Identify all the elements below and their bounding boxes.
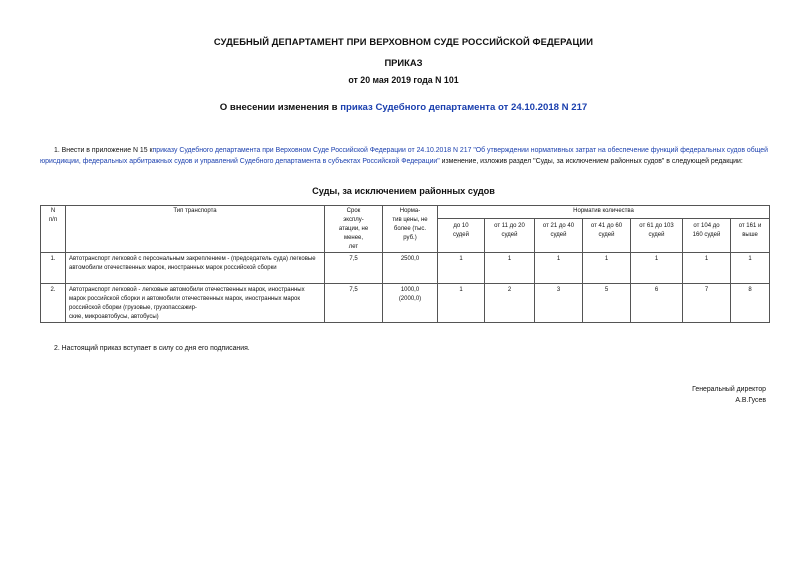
cell-qty: 8 bbox=[731, 284, 770, 323]
cell-qty: 1 bbox=[485, 253, 535, 284]
cell-qty: 1 bbox=[535, 253, 583, 284]
document-type: ПРИКАЗ bbox=[384, 57, 423, 68]
signatory-name: А.В.Гусев bbox=[735, 397, 766, 404]
paragraph-1-lead: 1. Внести в приложение N 15 к bbox=[54, 147, 153, 154]
cell-qty: 1 bbox=[438, 253, 485, 284]
header-qty-col: от 11 до 20 судей bbox=[485, 218, 535, 252]
cell-qty: 1 bbox=[731, 253, 770, 284]
order-link[interactable]: приказу Судебного департамента при Верховном Суде Российской Федерации от 24.10.2018 N 217 "Об утверждении нормативных затрат на обеспечение функций федеральных судов общей юрисдикции, федеральных арбитражных судов и управлений Судебного департамента в субъектах Российской Федерации" bbox=[40, 147, 768, 165]
cell-qty: 6 bbox=[631, 284, 683, 323]
cell-qty: 1 bbox=[583, 253, 631, 284]
cell-qty: 7 bbox=[683, 284, 731, 323]
organization-heading: СУДЕБНЫЙ ДЕПАРТАМЕНТ ПРИ ВЕРХОВНОМ СУДЕ РОССИЙСКОЙ ФЕДЕРАЦИИ bbox=[213, 36, 594, 47]
cell-n: 1. bbox=[41, 253, 66, 284]
paragraph-1-tail: изменение, изложив раздел "Суды, за исключением районных судов" в следующей редакции: bbox=[439, 158, 743, 165]
cell-qty: 1 bbox=[438, 284, 485, 323]
signatory-position: Генеральный директор bbox=[692, 386, 766, 393]
subject-link[interactable]: приказ Судебного департамента от 24.10.2018 N 217 bbox=[340, 102, 588, 113]
table-row bbox=[41, 284, 770, 323]
table-header-row bbox=[41, 206, 770, 219]
header-quantity-norm: Норматив количества bbox=[438, 206, 770, 219]
cell-transport-type: Автотранспорт легковой - легковые автомобили отечественных марок, иностранных марок российской сборки и автомобили отечественных марок, иностранных марок российской сборки (грузовые, грузопассажир- ские, микроавтобусы, автобусы) bbox=[66, 284, 325, 323]
table-row bbox=[41, 253, 770, 284]
header-qty-col: от 41 до 60 судей bbox=[583, 218, 631, 252]
cell-transport-type: Автотранспорт легковой с персональным закреплением - (председатель суда) легковые автомобили отечественных марок, иностранных марок российской сборки bbox=[66, 253, 325, 284]
header-term: Срок эксплу- атации, не менее, лет bbox=[325, 206, 383, 253]
header-transport-type: Тип транспорта bbox=[66, 206, 325, 253]
document-date-number: от 20 мая 2019 года N 101 bbox=[348, 75, 459, 85]
header-qty-col: от 104 до 160 судей bbox=[683, 218, 731, 252]
cell-qty: 1 bbox=[683, 253, 731, 284]
header-qty-col: от 161 и выше bbox=[731, 218, 770, 252]
header-qty-col: до 10 судей bbox=[438, 218, 485, 252]
cell-qty: 5 bbox=[583, 284, 631, 323]
cell-n: 2. bbox=[41, 284, 66, 323]
subject-prefix: О внесении изменения в bbox=[219, 102, 341, 113]
cell-qty: 1 bbox=[631, 253, 683, 284]
cell-qty: 2 bbox=[485, 284, 535, 323]
cell-term: 7,5 bbox=[325, 253, 383, 284]
document-subject bbox=[0, 102, 807, 113]
cell-price-norm: 1000,0 (2000,0) bbox=[383, 284, 438, 323]
cell-qty: 3 bbox=[535, 284, 583, 323]
transport-norms-table bbox=[40, 205, 770, 323]
header-n: N п/п bbox=[41, 206, 66, 253]
section-title: Суды, за исключением районных судов bbox=[312, 186, 495, 196]
header-qty-col: от 61 до 103 судей bbox=[631, 218, 683, 252]
cell-price-norm: 2500,0 bbox=[383, 253, 438, 284]
paragraph-1 bbox=[40, 145, 768, 167]
header-qty-col: от 21 до 40 судей bbox=[535, 218, 583, 252]
header-price-norm: Норма- тив цены, не более (тыс. руб.) bbox=[383, 206, 438, 253]
paragraph-2: 2. Настоящий приказ вступает в силу со дня его подписания. bbox=[54, 345, 250, 352]
cell-term: 7,5 bbox=[325, 284, 383, 323]
